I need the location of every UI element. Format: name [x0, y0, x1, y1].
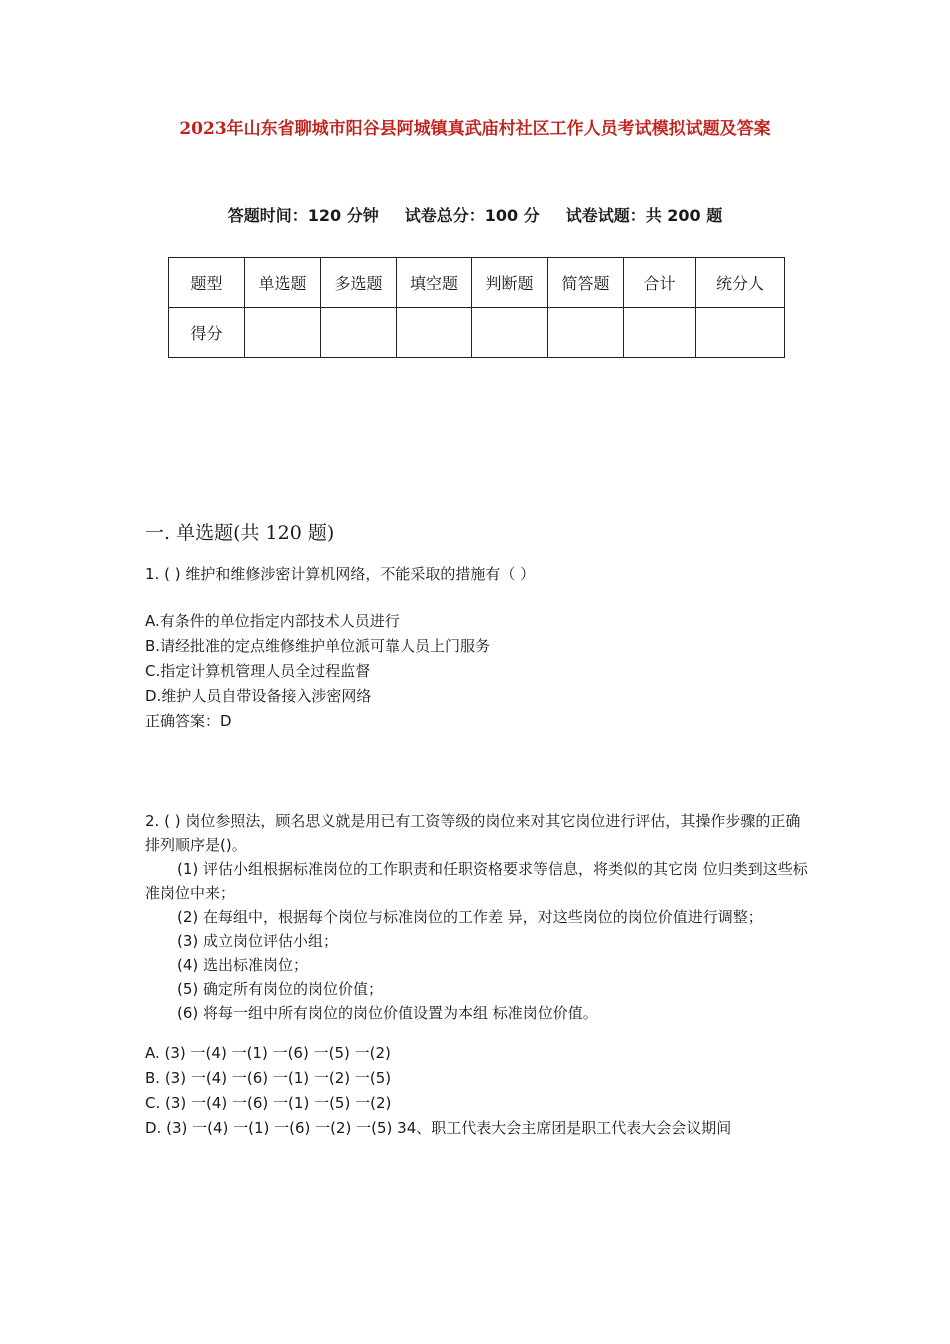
- question-1-option-a: A.有条件的单位指定内部技术人员进行: [145, 612, 400, 630]
- score-cell: [696, 308, 785, 358]
- score-cell: [624, 308, 696, 358]
- section-heading: 一. 单选题(共 120 题): [145, 522, 335, 544]
- score-table-header-cell: 单选题: [245, 258, 321, 308]
- score-table-header-cell: 多选题: [321, 258, 397, 308]
- question-1: [145, 562, 810, 734]
- score-table-header-row: [169, 258, 785, 308]
- score-table-header-cell: 合计: [624, 258, 696, 308]
- question-2-stem: 2. ( ) 岗位参照法，顾名思义就是用已有工资等级的岗位来对其它岗位进行评估，其操作步骤的正确排列顺序是()。: [145, 812, 801, 854]
- question-2-options: [145, 1041, 810, 1140]
- question-1-answer: 正确答案：D: [145, 712, 232, 730]
- question-2: [145, 809, 810, 1140]
- exam-meta: [0, 203, 950, 226]
- document-title: 2023年山东省聊城市阳谷县阿城镇真武庙村社区工作人员考试模拟试题及答案: [179, 119, 771, 139]
- question-2-step: (2) 在每组中，根据每个岗位与标准岗位的工作差 异，对这些岗位的岗位价值进行调整；: [177, 908, 763, 926]
- question-2-option-d: D. (3) 一(4) 一(1) 一(6) 一(2) 一(5) 34、职工代表大会主席团是职工代表大会会议期间: [145, 1119, 732, 1137]
- score-table-header-cell: 题型: [169, 258, 245, 308]
- score-table-header-cell: 简答题: [548, 258, 624, 308]
- question-2-option-c: C. (3) 一(4) 一(6) 一(1) 一(5) 一(2): [145, 1094, 392, 1112]
- question-2-step: (4) 选出标准岗位；: [177, 956, 309, 974]
- exam-question-count: 试卷试题：共 200 题: [565, 206, 723, 225]
- question-2-step: (3) 成立岗位评估小组；: [177, 932, 339, 950]
- score-table-score-row: [169, 308, 785, 358]
- score-cell: [472, 308, 548, 358]
- question-1-option-d: D.维护人员自带设备接入涉密网络: [145, 687, 372, 705]
- score-cell: [321, 308, 397, 358]
- score-cell: [548, 308, 624, 358]
- question-1-option-b: B.请经批准的定点维修维护单位派可靠人员上门服务: [145, 637, 491, 655]
- question-2-step: (6) 将每一组中所有岗位的岗位价值设置为本组 标准岗位价值。: [177, 1004, 598, 1022]
- question-1-option-c: C.指定计算机管理人员全过程监督: [145, 662, 371, 680]
- score-cell: [245, 308, 321, 358]
- score-table-header-cell: 统分人: [696, 258, 785, 308]
- score-table-row-label: 得分: [169, 308, 245, 358]
- question-2-step: (1) 评估小组根据标准岗位的工作职责和任职资格要求等信息，将类似的其它岗 位归类到这些标准岗位中来；: [145, 860, 808, 902]
- exam-total-score: 试卷总分：100 分: [404, 206, 540, 225]
- score-table: [168, 257, 785, 358]
- score-cell: [397, 308, 472, 358]
- score-table-header-cell: 填空题: [397, 258, 472, 308]
- question-2-option-a: A. (3) 一(4) 一(1) 一(6) 一(5) 一(2): [145, 1044, 391, 1062]
- question-2-step: (5) 确定所有岗位的岗位价值；: [177, 980, 384, 998]
- question-1-stem: 1. ( ) 维护和维修涉密计算机网络，不能采取的措施有（ ）: [145, 565, 536, 583]
- question-2-option-b: B. (3) 一(4) 一(6) 一(1) 一(2) 一(5): [145, 1069, 392, 1087]
- exam-time: 答题时间：120 分钟: [227, 206, 379, 225]
- score-table-header-cell: 判断题: [472, 258, 548, 308]
